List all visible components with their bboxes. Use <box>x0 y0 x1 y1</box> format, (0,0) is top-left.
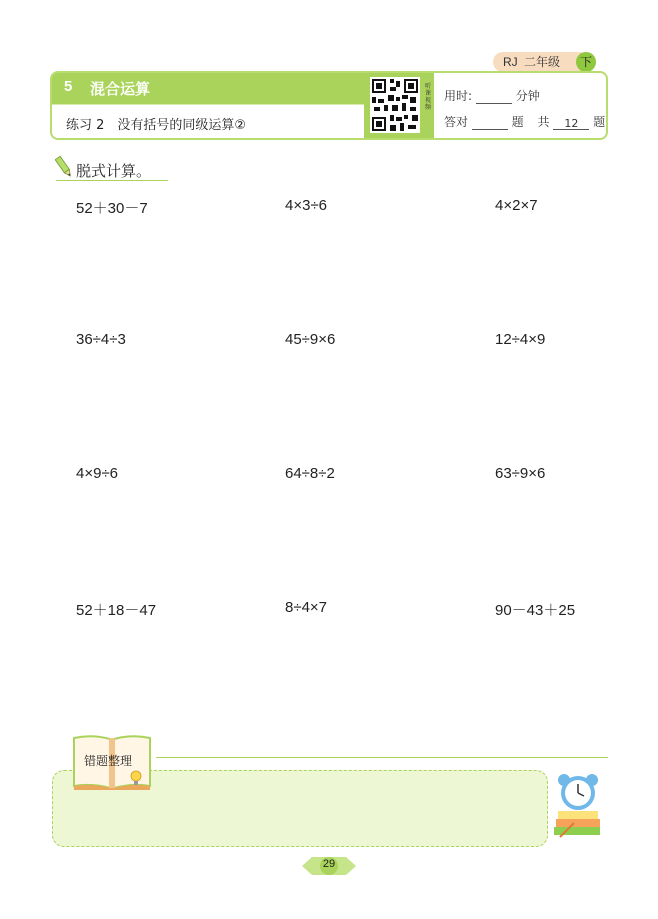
total-label: 共 <box>537 115 550 129</box>
time-blank[interactable] <box>476 91 512 104</box>
section-title: 脱式计算。 <box>76 162 152 180</box>
correct-blank[interactable] <box>472 117 508 130</box>
section-underline <box>56 180 168 181</box>
grade-badge <box>493 52 590 72</box>
correct-unit: 题 <box>511 115 524 129</box>
grade-label: 二年级 <box>524 55 561 69</box>
score-row <box>444 113 605 130</box>
page-number: 29 <box>322 858 336 870</box>
unit-number: 5 <box>64 78 73 95</box>
problem-2: 4×3÷6 <box>285 197 328 214</box>
lesson-title: 练习 2 没有括号的同级运算② <box>66 118 247 133</box>
total-count: 12 <box>553 117 589 130</box>
problem-3: 4×2×7 <box>495 197 538 214</box>
problem-7: 4×9÷6 <box>76 465 119 482</box>
pencil-icon <box>55 153 73 181</box>
problem-10: 52＋18－47 <box>76 602 157 619</box>
time-label: 用时: <box>444 89 473 103</box>
problem-9: 63÷9×6 <box>495 465 546 482</box>
alarm-clock-icon <box>552 771 604 841</box>
lesson-header <box>50 71 608 140</box>
problem-1: 52＋30－7 <box>76 200 148 217</box>
problem-12: 90－43＋25 <box>495 602 576 619</box>
problem-4: 36÷4÷3 <box>76 331 126 348</box>
unit-titlebar <box>52 73 364 104</box>
total-unit: 题 <box>593 115 606 129</box>
time-row <box>444 87 540 104</box>
time-unit: 分钟 <box>515 89 540 103</box>
qr-panel <box>364 73 434 138</box>
problem-6: 12÷4×9 <box>495 331 546 348</box>
unit-title: 混合运算 <box>90 80 151 98</box>
term-label: 下 <box>576 52 596 72</box>
edition-label: RJ <box>503 55 518 69</box>
review-title: 错题整理 <box>84 754 133 768</box>
qr-code-icon[interactable] <box>370 77 420 133</box>
review-divider <box>156 757 608 758</box>
problem-11: 8÷4×7 <box>285 599 328 616</box>
problem-5: 45÷9×6 <box>285 331 336 348</box>
correct-label: 答对 <box>444 115 469 129</box>
lesson-box <box>52 104 364 139</box>
qr-label: 听课视频 <box>425 83 432 111</box>
problem-8: 64÷8÷2 <box>285 465 335 482</box>
